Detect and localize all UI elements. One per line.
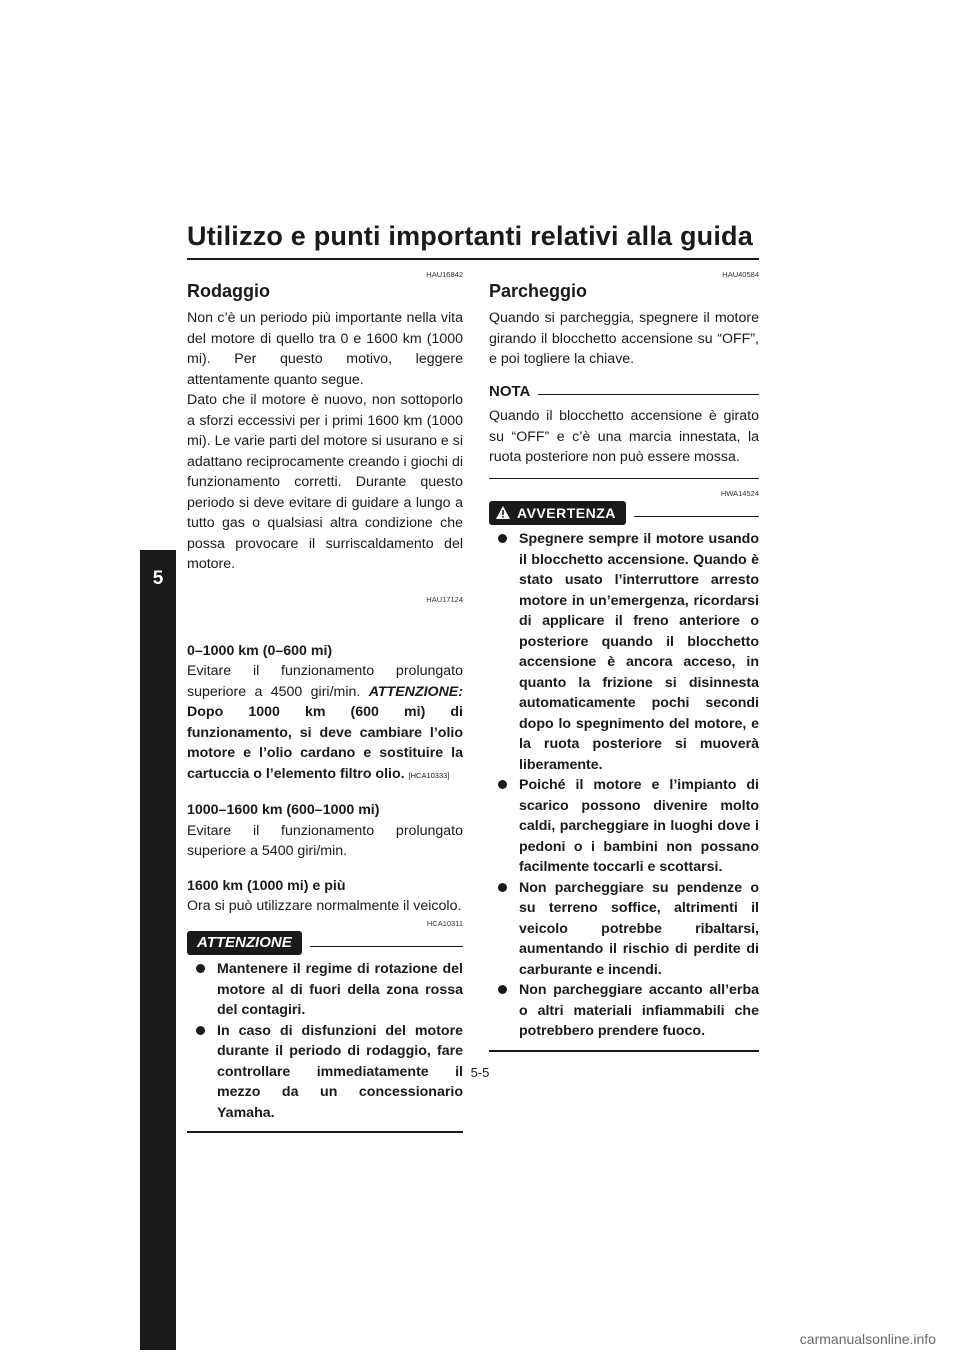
nota-text: Quando il blocchetto accensione è girato su “OFF” e c’è una marcia innestata, la ruota posteriore non può essere mossa. xyxy=(489,408,759,465)
paragraph: Dato che il motore è nuovo, non sottoporlo a sforzi eccessivi per i primi 1600 km (1000 mi). Le varie parti del motore si usurano e si adattano reciprocamente creando i giochi di funzionamento corretti. Durante questo periodo si deve evitare di guidare a lungo a tutto gas o qualsiasi altra condizione che possa provocare il surriscaldamento del motore. xyxy=(187,392,463,572)
attention-label: ATTENZIONE: xyxy=(368,683,463,700)
list-item-text: Mantenere il regime di rotazione del motore al di fuori della zona rossa del contagiri. xyxy=(217,961,463,1018)
page-title: Utilizzo e punti importanti relativi alla guida xyxy=(187,221,753,251)
nota-header xyxy=(489,382,759,403)
bullet-icon xyxy=(196,1026,205,1035)
list-item xyxy=(489,980,759,1042)
caution-list xyxy=(187,959,463,1123)
warning-label: AVVERTENZA xyxy=(517,504,616,521)
warning-header xyxy=(489,501,759,526)
stage-text: Ora si può utilizzare normalmente il veicolo. xyxy=(187,898,462,914)
caution-label: ATTENZIONE xyxy=(187,931,302,956)
stage-title: 0–1000 km (0–600 mi) xyxy=(187,642,333,659)
bullet-icon xyxy=(498,985,507,994)
bullet-icon xyxy=(498,883,507,892)
warning-list xyxy=(489,529,759,1042)
nota-rule xyxy=(538,394,759,395)
bullet-icon xyxy=(498,534,507,543)
caution-rule xyxy=(310,946,463,947)
paragraph: Quando si parcheggia, spegnere il motore girando il blocchetto accensione su “OFF”, e poi togliere la chiave. xyxy=(489,310,759,367)
list-item-text: Non parcheggiare accanto all’erba o altri materiali infiammabili che potrebbero prendere fuoco. xyxy=(519,982,759,1039)
warning-rule xyxy=(634,516,759,517)
stage-text-body: Evitare il funzionamento prolungato superiore a 4500 giri/min. xyxy=(187,663,463,700)
caution-header xyxy=(187,931,463,956)
list-item-text: Non parcheggiare su pendenze o su terreno soffice, altrimenti il veicolo potrebbe ribaltarsi, aumentando il rischio di perdite di carburante e incendi. xyxy=(519,879,759,978)
bullet-icon xyxy=(498,780,507,789)
attention-text: Dopo 1000 km (600 mi) di funzionamento, si deve cambiare l’olio motore e l’olio cardano e sostituire la cartuccia o l’elemento filtro olio. xyxy=(187,704,463,782)
section-heading-parcheggio: Parcheggio xyxy=(489,281,588,301)
list-item-text: Poiché il motore e l’impianto di scarico possono divenire molto caldi, parcheggiare in luoghi dove i pedoni o i bambini non possano facilmente toccarli e scottarsi. xyxy=(519,777,759,875)
left-column xyxy=(187,270,463,1133)
stage-title: 1600 km (1000 mi) e più xyxy=(187,877,346,894)
section-code: HAU40584 xyxy=(722,270,759,279)
page-number: 5-5 xyxy=(470,1065,490,1080)
warning-badge xyxy=(489,501,626,526)
section-code: HWA14524 xyxy=(720,488,759,498)
bullet-icon xyxy=(196,964,205,973)
caution-end-rule xyxy=(187,1131,463,1133)
title-rule xyxy=(187,258,759,260)
list-item xyxy=(489,529,759,775)
reference-code: [HCA10333] xyxy=(408,770,450,780)
list-item xyxy=(187,959,463,1021)
nota-label: NOTA xyxy=(489,382,531,400)
stage-title: 1000–1600 km (600–1000 mi) xyxy=(187,802,380,818)
list-item xyxy=(489,878,759,981)
watermark: carmanualsonline.info xyxy=(799,1331,936,1347)
warning-triangle-icon xyxy=(495,505,511,520)
right-column xyxy=(489,270,759,1052)
list-item-text: Spegnere sempre il motore usando il blocchetto accensione. Quando è stato usato l’interruttore arresto motore in un’emergenza, ricordarsi di applicare il freno anteriore o posteriore quando il blocchetto accensione è ancora acceso, in quanto la frizione si disinnesta automaticamente pochi secondi dopo lo spegnimento del motore, e la ruota posteriore si muoverà liberamente. xyxy=(519,531,759,773)
nota-end-rule xyxy=(489,478,759,479)
warning-end-rule xyxy=(489,1050,759,1052)
section-code: HAU17124 xyxy=(426,594,463,604)
list-item xyxy=(489,775,759,878)
chapter-tab xyxy=(140,550,176,1350)
section-code: HAU16842 xyxy=(426,270,463,279)
stage-text: Evitare il funzionamento prolungato superiore a 5400 giri/min. xyxy=(187,822,463,859)
chapter-number: 5 xyxy=(152,568,164,589)
paragraph: Non c’è un periodo più importante nella vita del motore di quello tra 0 e 1600 km (1000 mi). Per questo motivo, leggere attentamente quanto segue. xyxy=(187,310,463,388)
section-code: HCA10311 xyxy=(426,918,463,928)
list-item-text: In caso di disfunzioni del motore durante il periodo di rodaggio, fare controllare immediatamente il mezzo da un concessionario Yamaha. xyxy=(217,1022,463,1121)
stage-text xyxy=(187,661,463,786)
section-heading-rodaggio: Rodaggio xyxy=(187,281,270,301)
